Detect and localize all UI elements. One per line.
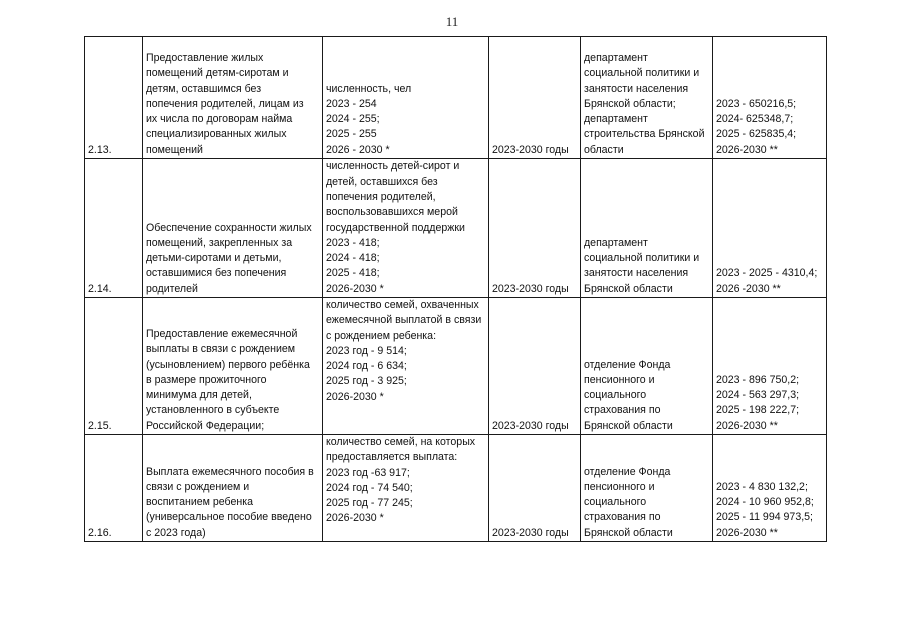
- measure-name-cell: Выплата ежемесячного пособия в связи с рождением и воспитанием ребенка (универсальное пособие введено с 2023 года): [143, 435, 323, 542]
- responsible-cell: департамент социальной политики и занятости населения Брянской области: [581, 159, 713, 298]
- row-number-cell: 2.16.: [85, 435, 143, 542]
- measure-name-cell: Предоставление ежемесячной выплаты в связи с рождением (усыновлением) первого ребёнка в размере прожиточного минимума для детей, установленного в субъекте Российской Федерации;: [143, 298, 323, 435]
- measure-name-cell: Обеспечение сохранности жилых помещений, закрепленных за детьми-сиротами и детьми, оставшимися без попечения родителей: [143, 159, 323, 298]
- indicator-cell: численность детей-сирот и детей, оставшихся без попечения родителей, воспользовавшихся мерой государственной поддержки 2023 - 418; 2024 - 418; 2025 - 418; 2026-2030 *: [323, 159, 489, 298]
- page-number: 11: [445, 14, 459, 29]
- financing-cell: 2023 - 2025 - 4310,4; 2026 -2030 **: [713, 159, 827, 298]
- responsible-cell: отделение Фонда пенсионного и социального страхования по Брянской области: [581, 435, 713, 542]
- table-row: [85, 159, 827, 298]
- table-row: [85, 435, 827, 542]
- indicator-cell: количество семей, на которых предоставляется выплата: 2023 год -63 917; 2024 год - 74 540; 2025 год - 77 245; 2026-2030 *: [323, 435, 489, 542]
- term-cell: 2023-2030 годы: [489, 37, 581, 159]
- term-cell: 2023-2030 годы: [489, 159, 581, 298]
- row-number-cell: 2.13.: [85, 37, 143, 159]
- financing-cell: 2023 - 650216,5; 2024- 625348,7; 2025 - 625835,4; 2026-2030 **: [713, 37, 827, 159]
- financing-cell: 2023 - 4 830 132,2; 2024 - 10 960 952,8; 2025 - 11 994 973,5; 2026-2030 **: [713, 435, 827, 542]
- term-cell: 2023-2030 годы: [489, 435, 581, 542]
- indicator-cell: численность, чел 2023 - 254 2024 - 255; 2025 - 255 2026 - 2030 *: [323, 37, 489, 159]
- measures-table: [84, 36, 827, 542]
- responsible-cell: отделение Фонда пенсионного и социального страхования по Брянской области: [581, 298, 713, 435]
- table-row: [85, 37, 827, 159]
- table-row: [85, 298, 827, 435]
- row-number-cell: 2.15.: [85, 298, 143, 435]
- indicator-cell: количество семей, охваченных ежемесячной выплатой в связи с рождением ребенка: 2023 год - 9 514; 2024 год - 6 634; 2025 год - 3 925; 2026-2030 *: [323, 298, 489, 435]
- term-cell: 2023-2030 годы: [489, 298, 581, 435]
- responsible-cell: департамент социальной политики и занятости населения Брянской области; департамент строительства Брянской области: [581, 37, 713, 159]
- financing-cell: 2023 - 896 750,2; 2024 - 563 297,3; 2025 - 198 222,7; 2026-2030 **: [713, 298, 827, 435]
- row-number-cell: 2.14.: [85, 159, 143, 298]
- measure-name-cell: Предоставление жилых помещений детям-сиротам и детям, оставшимся без попечения родителей, лицам из их числа по договорам найма специализированных жилых помещений: [143, 37, 323, 159]
